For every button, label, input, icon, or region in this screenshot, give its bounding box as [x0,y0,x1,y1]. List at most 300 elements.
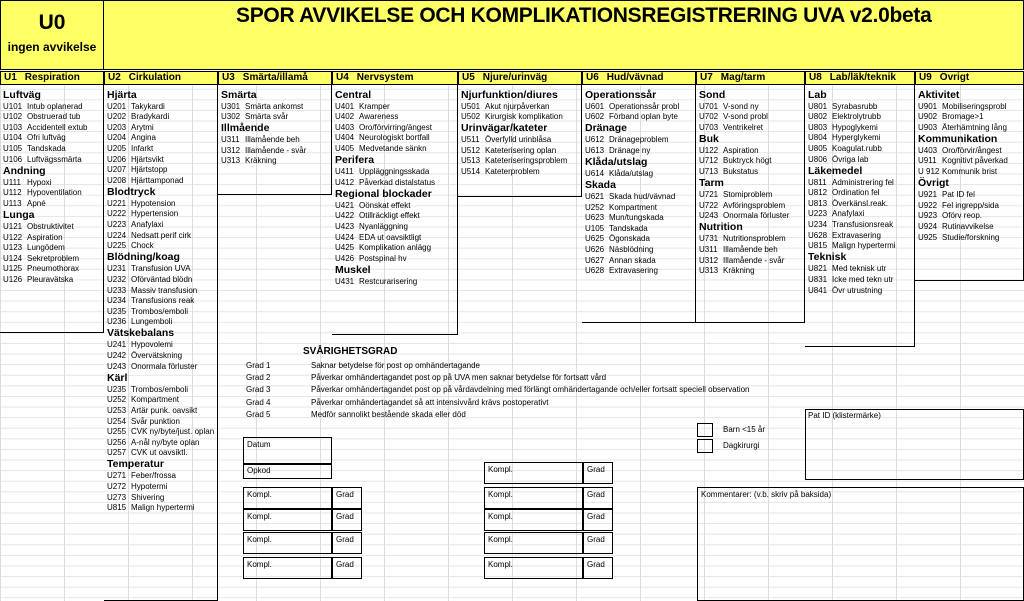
grad-field-label: Grad [587,512,605,521]
code: U222 [107,209,127,219]
code: U243 [699,211,719,221]
kompl-field[interactable] [484,509,583,531]
code-row[interactable] [808,123,913,133]
code-row[interactable] [461,146,580,156]
code-description: Återhämtning lång [942,122,1007,132]
code-row[interactable] [585,256,694,266]
code: U431 [335,276,355,286]
grad-field[interactable] [583,509,613,531]
code-row[interactable] [699,146,803,156]
code: U805 [808,143,828,153]
code-row[interactable] [808,155,913,165]
code-row[interactable] [918,123,1022,133]
code-row[interactable] [107,493,216,503]
code-row[interactable] [107,241,216,251]
code-row[interactable] [699,211,803,221]
code-row[interactable] [3,102,102,112]
code-row[interactable] [808,133,913,143]
code-description: Näsblödning [609,245,654,254]
code-row[interactable] [335,133,456,143]
grad-field[interactable] [332,532,362,554]
code-row[interactable] [107,448,216,458]
code-row[interactable] [107,503,216,513]
code-description: Illamående - svår [723,255,785,265]
code-description: Överkänsl.reak. [832,198,889,208]
kompl-field[interactable] [243,532,332,554]
u0-label: ingen avvikelse [7,40,97,54]
u0-box[interactable] [0,0,104,70]
code-description: Medvetande sänkn [359,143,427,153]
code-row[interactable] [335,201,456,211]
kompl-field[interactable] [243,487,332,509]
column-header-u5 [458,71,582,85]
kompl-field[interactable] [484,462,583,484]
code-row[interactable] [3,275,102,285]
code-description: Transfusion UVA [131,264,191,274]
code-row[interactable] [585,169,694,179]
code-description: Smärta svår [245,112,289,122]
code: U101 [3,101,23,111]
code: U312 [221,145,241,155]
section-heading: Illmående [221,122,270,135]
code-row[interactable] [3,144,102,154]
code-row[interactable] [461,156,580,166]
code-description: Feber/frossa [131,471,176,481]
barn-label: Barn <15 år [723,425,766,434]
code-row[interactable] [107,123,216,133]
code: U113 [3,198,22,208]
code-description: Extravasering [609,266,658,276]
code-description: Hjärtsvikt [131,154,164,164]
code-description: Nedsatt perif cirk [131,230,192,240]
code-row[interactable] [585,192,694,202]
opkod-label: Opkod [247,466,271,475]
code-row[interactable] [808,199,913,209]
code: U625 [585,234,605,244]
code-row[interactable] [3,264,102,274]
grad-field[interactable] [332,509,362,531]
datum-field[interactable] [243,437,332,464]
code-row[interactable] [918,112,1022,122]
code-row[interactable] [808,231,913,241]
code-row[interactable] [808,275,913,285]
code-row[interactable] [335,211,456,221]
code-row[interactable] [335,144,456,154]
code-description: Rutinavvikelse [942,221,994,231]
code-row[interactable] [585,213,694,223]
code-description: V-sond probl [723,112,768,122]
code-row[interactable] [808,112,913,122]
code-row[interactable] [107,133,216,143]
code-row[interactable] [107,144,216,154]
code-description: Förband oplan byte [609,112,678,122]
code-row[interactable] [585,234,694,244]
code: U252 [107,395,127,405]
code: U804 [808,133,828,143]
dagkirurgi-checkbox[interactable] [697,439,713,453]
code-description: Lungödem [27,243,65,253]
code-description: Hypoventilation [27,188,82,198]
code-row[interactable] [808,188,913,198]
code-row[interactable] [107,102,216,112]
code-row[interactable] [699,234,803,244]
code-row[interactable] [107,307,216,317]
code-description: Hypoxi [27,177,52,187]
code: U511 [461,135,480,145]
code-description: Dränage ny [609,145,651,155]
code: U313 [221,156,241,166]
code: U623 [585,213,605,223]
grad-field[interactable] [332,487,362,509]
code-row[interactable] [107,482,216,492]
code-description: Shivering [131,492,165,502]
code-row[interactable] [107,417,216,427]
code: U123 [3,243,23,253]
code-row[interactable] [107,385,216,395]
datum-label: Datum [247,440,271,449]
code: U221 [107,198,127,208]
code: U903 [918,122,938,132]
code-row[interactable] [808,178,913,188]
kompl-field-label: Kompl. [488,560,513,569]
code-description: Intub oplanerad [27,101,83,111]
code-row[interactable] [699,167,803,177]
code-row[interactable] [107,296,216,306]
code-description: Illamående beh [723,245,778,254]
code-row[interactable] [808,264,913,274]
column-code: U1 [4,72,17,83]
code-row[interactable] [221,112,330,122]
code-row[interactable] [699,112,803,122]
section-heading: Temperatur [107,458,164,471]
code-description: Svår punktion [131,416,180,426]
code-row[interactable] [335,254,456,264]
code-description: Hypovolemi [131,340,173,350]
code: U122 [699,145,719,155]
code-row[interactable] [107,209,216,219]
code-description: Restcurarisering [359,276,418,286]
code-row[interactable] [107,231,216,241]
code: U423 [335,221,355,231]
code-description: Sekretproblem [27,253,80,263]
column-name: Smärta/illamå [242,72,308,83]
section-heading: Blodtryck [107,185,156,198]
grad-field[interactable] [583,487,613,509]
kompl-field[interactable] [484,487,583,509]
column-code: U5 [462,72,475,83]
code-row[interactable] [107,317,216,327]
code: U254 [107,416,127,426]
code-row[interactable] [699,256,803,266]
code-row[interactable] [918,211,1022,221]
code: U104 [3,133,23,143]
column-name: Njure/urinväg [482,72,548,83]
code-row[interactable] [107,471,216,481]
code: U232 [107,274,127,284]
code-row[interactable] [221,135,330,145]
code-row[interactable] [335,243,456,253]
barn-checkbox[interactable] [697,423,713,437]
section-heading: Regional blockader [335,187,432,200]
code-row[interactable] [107,340,216,350]
grad-field[interactable] [583,532,613,554]
grade-description: Medför sannolikt bestående skada eller död [311,409,466,419]
code: U403 [335,122,355,132]
code-row[interactable] [3,112,102,122]
code-row[interactable] [335,233,456,243]
grad-field-label: Grad [587,465,605,474]
code: U403 [918,145,938,155]
code-row[interactable] [107,395,216,405]
code-row[interactable] [107,286,216,296]
code-row[interactable] [808,209,913,219]
code-row[interactable] [699,266,803,276]
code: U602 [585,112,605,122]
code-row[interactable] [335,123,456,133]
code-row[interactable] [918,167,1022,177]
code-row[interactable] [918,201,1022,211]
code-description: Akut njurpåverkan [485,101,550,111]
code-description: Oförv reop. [942,211,983,221]
code-description: Transfusions reak [131,296,195,306]
code: U223 [107,220,127,229]
code-description: Tandskada [27,143,66,153]
code-row[interactable] [699,156,803,166]
kompl-field[interactable] [484,532,583,554]
code-row[interactable] [335,112,456,122]
code-description: Kateteriseringsproblem [485,156,568,166]
code: U831 [808,274,828,284]
code-row[interactable] [3,222,102,232]
section-heading: Smärta [221,88,257,101]
code-description: Bukstatus [723,167,759,176]
opkod-field[interactable] [243,464,332,479]
code-description: Onormala förluster [131,361,198,371]
grad-field-label: Grad [587,560,605,569]
code-row[interactable] [221,146,330,156]
code-row[interactable] [585,135,694,145]
title-box [104,0,1024,70]
grade-row [243,410,466,420]
code-row[interactable] [107,165,216,175]
code: U202 [107,112,127,122]
code-description: Annan skada [609,255,656,265]
code-row[interactable] [3,254,102,264]
code-row[interactable] [107,362,216,372]
code: U902 [918,112,938,122]
code-row[interactable] [699,201,803,211]
section-heading: Perifera [335,154,375,166]
grad-field[interactable] [583,557,613,579]
code: U627 [585,255,605,265]
code: U713 [699,167,719,176]
pat-id-label: Pat ID (klistermärke) [808,411,881,420]
code-row[interactable] [585,203,694,213]
code-description: Tandskada [609,223,648,233]
grad-field[interactable] [332,557,362,579]
grade-row [243,373,606,383]
code-description: Accidentell extub [27,122,88,132]
code-row[interactable] [107,264,216,274]
code: U125 [3,264,23,274]
code: U223 [808,209,828,219]
code-description: Anafylaxi [832,209,865,219]
code: U302 [221,112,241,122]
code-row[interactable] [221,102,330,112]
grad-field-label: Grad [336,490,354,499]
code-row[interactable] [3,155,102,165]
code-row[interactable] [918,233,1022,243]
code: U702 [699,112,719,122]
code-row[interactable] [918,156,1022,166]
code-description: Hypoglykemi [832,122,878,132]
code-row[interactable] [808,220,913,230]
code-row[interactable] [221,156,330,166]
code-description: Malign hypertermi [131,503,195,513]
column-code: U3 [222,72,235,83]
code-description: Överfylld urinblåsa [485,135,552,145]
kompl-field[interactable] [243,509,332,531]
code-row[interactable] [107,438,216,448]
code-row[interactable] [107,406,216,416]
code-row[interactable] [107,199,216,209]
code-description: Kirurgisk komplikation [485,112,563,122]
code-row[interactable] [335,222,456,232]
code: U126 [3,274,23,284]
section-heading: Skada [585,179,616,191]
code-row[interactable] [335,277,456,287]
kompl-field-label: Kompl. [247,490,272,499]
code: U241 [107,340,127,350]
code-row[interactable] [918,146,1022,156]
code-description: Neurologiskt bortfall [359,133,430,143]
code-row[interactable] [335,178,456,188]
code-row[interactable] [3,178,102,188]
code-row[interactable] [808,144,913,154]
column-name: Nervsystem [356,72,414,83]
code-row[interactable] [107,351,216,361]
code-row[interactable] [585,266,694,276]
code-row[interactable] [3,123,102,133]
section-heading: Klåda/utslag [585,155,648,168]
code-row[interactable] [918,102,1022,112]
code-description: Avföringsproblem [723,200,786,210]
code-description: Pat ID fel [942,190,975,200]
code-row[interactable] [3,233,102,243]
code-row[interactable] [808,102,913,112]
code-row[interactable] [808,286,913,296]
column-name: Övrigt [939,72,970,83]
code: U612 [585,135,605,145]
code: U803 [808,122,828,132]
code: U411 [335,167,354,176]
code: U242 [107,351,127,360]
code: U626 [585,245,605,254]
grad-field[interactable] [583,462,613,484]
code: U412 [335,177,355,187]
code-row[interactable] [585,245,694,255]
code-description: Oro/förvir/ångest [942,145,1002,155]
column-header-u1 [0,71,104,85]
code-description: Mun/tungskada [609,213,664,223]
code-row[interactable] [3,188,102,198]
code-row[interactable] [699,190,803,200]
code-row[interactable] [107,112,216,122]
code: U106 [3,154,23,164]
code-row[interactable] [3,243,102,253]
pat-id-box[interactable] [805,409,1024,480]
code: U404 [335,133,355,143]
code-description: Hjärtstopp [131,165,168,175]
code-description: Kramper [359,101,390,111]
form-title: SPOR AVVIKELSE OCH KOMPLIKATIONSREGISTRERING UVA v2.0beta [236,4,932,27]
code-row[interactable] [461,167,580,177]
column-header-u4 [332,71,458,85]
code-row[interactable] [699,102,803,112]
code: U103 [3,122,23,132]
column-header-u3 [218,71,332,85]
code-description: Skada hud/vävnad [609,192,676,201]
code-row[interactable] [699,245,803,255]
code-row[interactable] [585,224,694,234]
code: U204 [107,133,127,143]
code-row[interactable] [335,102,456,112]
code-row[interactable] [107,155,216,165]
section-heading: Vätskebalans [107,327,175,340]
code: U112 [3,188,22,198]
code-row[interactable] [107,275,216,285]
code-row[interactable] [461,135,580,145]
code: U813 [808,198,828,208]
code-row[interactable] [461,102,580,112]
kompl-field[interactable] [484,557,583,579]
code-row[interactable] [3,199,102,209]
code-row[interactable] [461,112,580,122]
code: U243 [107,361,127,371]
kompl-field[interactable] [243,557,332,579]
code-description: Obstruerad tub [27,112,81,122]
code: U501 [461,101,481,111]
code-description: Anafylaxi [131,220,164,229]
code-row[interactable] [3,133,102,143]
code-row[interactable] [107,176,216,186]
code-description: Buktryck högt [723,156,772,166]
code-description: Hjärttamponad [131,175,184,185]
code-row[interactable] [335,167,456,177]
code-row[interactable] [585,112,694,122]
code-row[interactable] [918,190,1022,200]
code-description: Uppläggningsskada [359,167,430,176]
code-row[interactable] [699,123,803,133]
code-row[interactable] [808,241,913,251]
code: U405 [335,143,355,153]
code-row[interactable] [585,102,694,112]
code-row[interactable] [918,222,1022,232]
comments-box[interactable] [697,487,1024,601]
code-row[interactable] [585,146,694,156]
code: U111 [3,177,21,187]
code-row[interactable] [107,427,216,437]
grade-row [243,398,548,408]
code-description: Fel ingrepp/sida [942,200,999,210]
code-row[interactable] [107,220,216,230]
code-description: Pleuravätska [27,274,74,284]
code: U121 [3,221,23,231]
code-description: Pneumothorax [27,264,80,274]
dagkirurgi-label: Dagkirurgi [723,441,760,450]
code: U731 [699,234,719,244]
grad-field-label: Grad [587,490,605,499]
